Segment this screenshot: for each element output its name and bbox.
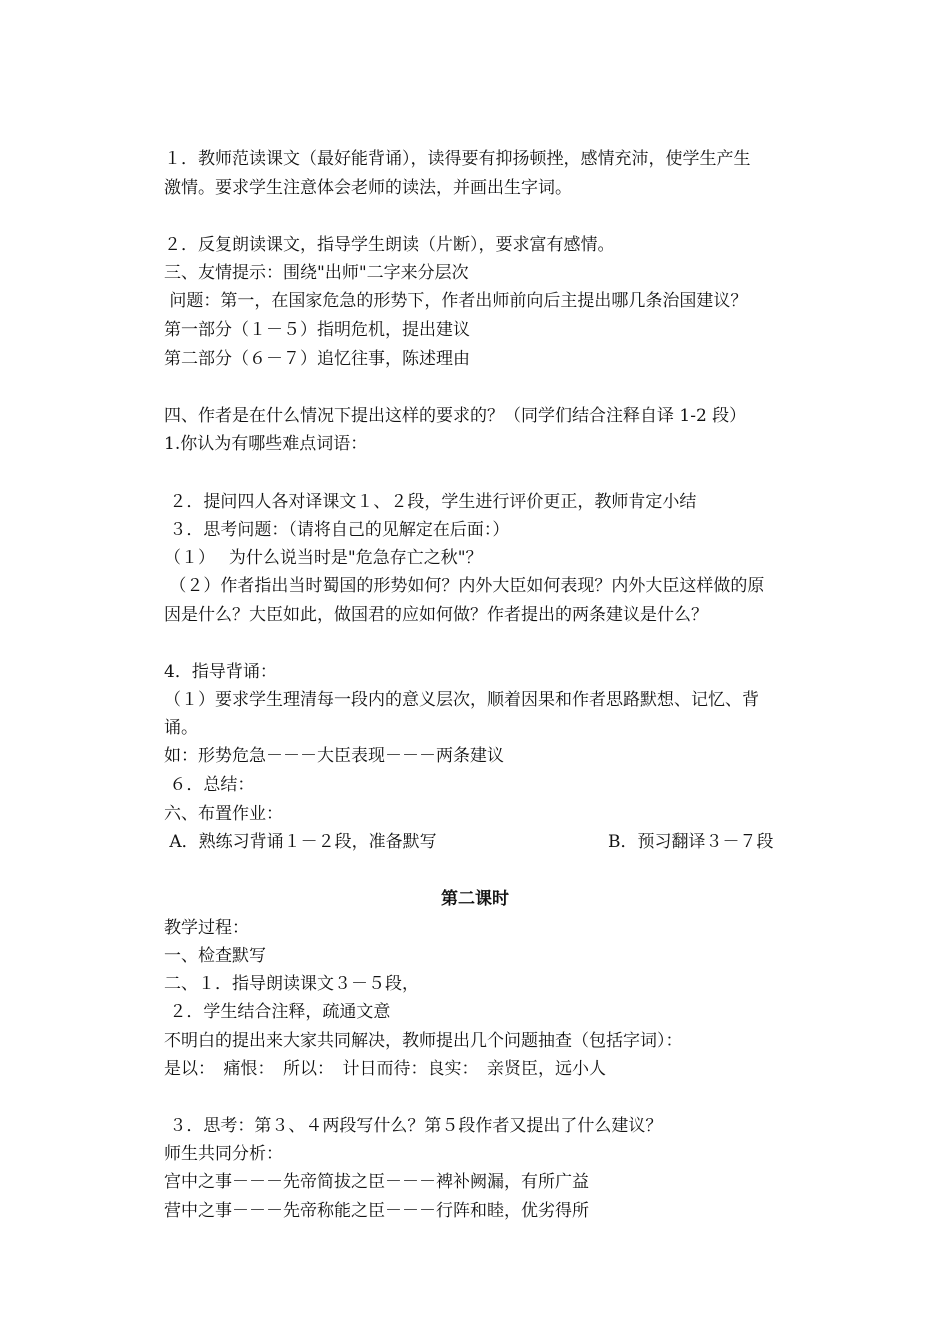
camp-affairs-line: 营中之事－－－先帝称能之臣－－－行阵和睦，优劣得所 — [164, 1201, 589, 1221]
example-line: 如：形势危急－－－大臣表现－－－两条建议 — [164, 746, 504, 766]
key-words-line: 是以： 痛恨： 所以： 计日而待：良实： 亲贤臣，远小人 — [164, 1059, 606, 1079]
recitation-heading: 4．指导背诵： — [164, 662, 277, 682]
item1-line2: 激情。要求学生注意体会老师的读法，并画出生字词。 — [164, 178, 572, 198]
part1-line: 第一部分（１－５）指明危机，提出建议 — [164, 320, 470, 340]
part2-line: 第二部分（６－７）追忆往事，陈述理由 — [164, 349, 470, 369]
homework-task-a: A．熟练习背诵１－２段，准备默写 — [164, 832, 437, 852]
section6-heading: 六、布置作业： — [164, 804, 283, 824]
recitation-sub-line1: （１）要求学生理清每一段内的意义层次，顺着因果和作者思路默想、记忆、背 — [164, 690, 759, 710]
question-line: 问题：第一，在国家危急的形势下，作者出师前向后主提出哪几条治国建议？ — [164, 291, 748, 311]
translation-step: ２．提问四人各对译课文１、２段，学生进行评价更正，教师肯定小结 — [164, 492, 697, 512]
step2-note: 不明白的提出来大家共同解决，教师提出几个问题抽查（包括字词）： — [164, 1031, 683, 1051]
palace-affairs-line: 宫中之事－－－先帝简拔之臣－－－裨补阙漏，有所广益 — [164, 1172, 589, 1192]
lesson2-title: 第二课时 — [441, 889, 509, 909]
sub-question-1: （１） 为什么说当时是"危急存亡之秋"？ — [164, 548, 483, 568]
difficult-words-question: 1.你认为有哪些难点词语： — [164, 434, 368, 454]
step2-sub-line: ２．学生结合注释，疏通文意 — [164, 1002, 391, 1022]
step2-line: 二、１．指导朗读课文３－５段， — [164, 974, 419, 994]
summary-line: ６．总结： — [164, 775, 255, 795]
analysis-label: 师生共同分析： — [164, 1144, 283, 1164]
step1-line: 一、检查默写 — [164, 946, 266, 966]
recitation-sub-line2: 诵。 — [164, 718, 198, 738]
item1-line1: １．教师范读课文（最好能背诵），读得要有抑扬顿挫，感情充沛，使学生产生 — [164, 149, 751, 169]
section3-heading: 三、友情提示：围绕"出师"二字来分层次 — [164, 263, 469, 283]
homework-task-b: B．预习翻译３－７段 — [608, 832, 774, 852]
item2-line: ２．反复朗读课文，指导学生朗读（片断），要求富有感情。 — [164, 235, 615, 255]
sub-question-2-line1: （２）作者指出当时蜀国的形势如何？内外大臣如何表现？内外大臣这样做的原 — [164, 576, 765, 596]
sub-question-2-line2: 因是什么？大臣如此，做国君的应如何做？作者提出的两条建议是什么？ — [164, 605, 708, 625]
process-label: 教学过程： — [164, 918, 249, 938]
thinking-step: ３．思考问题：（请将自己的见解定在后面：） — [164, 520, 510, 540]
step3-line: ３．思考：第３、４两段写什么？第５段作者又提出了什么建议？ — [164, 1116, 663, 1136]
section4-heading: 四、作者是在什么情况下提出这样的要求的？（同学们结合注释自译 1-2 段） — [164, 406, 747, 426]
